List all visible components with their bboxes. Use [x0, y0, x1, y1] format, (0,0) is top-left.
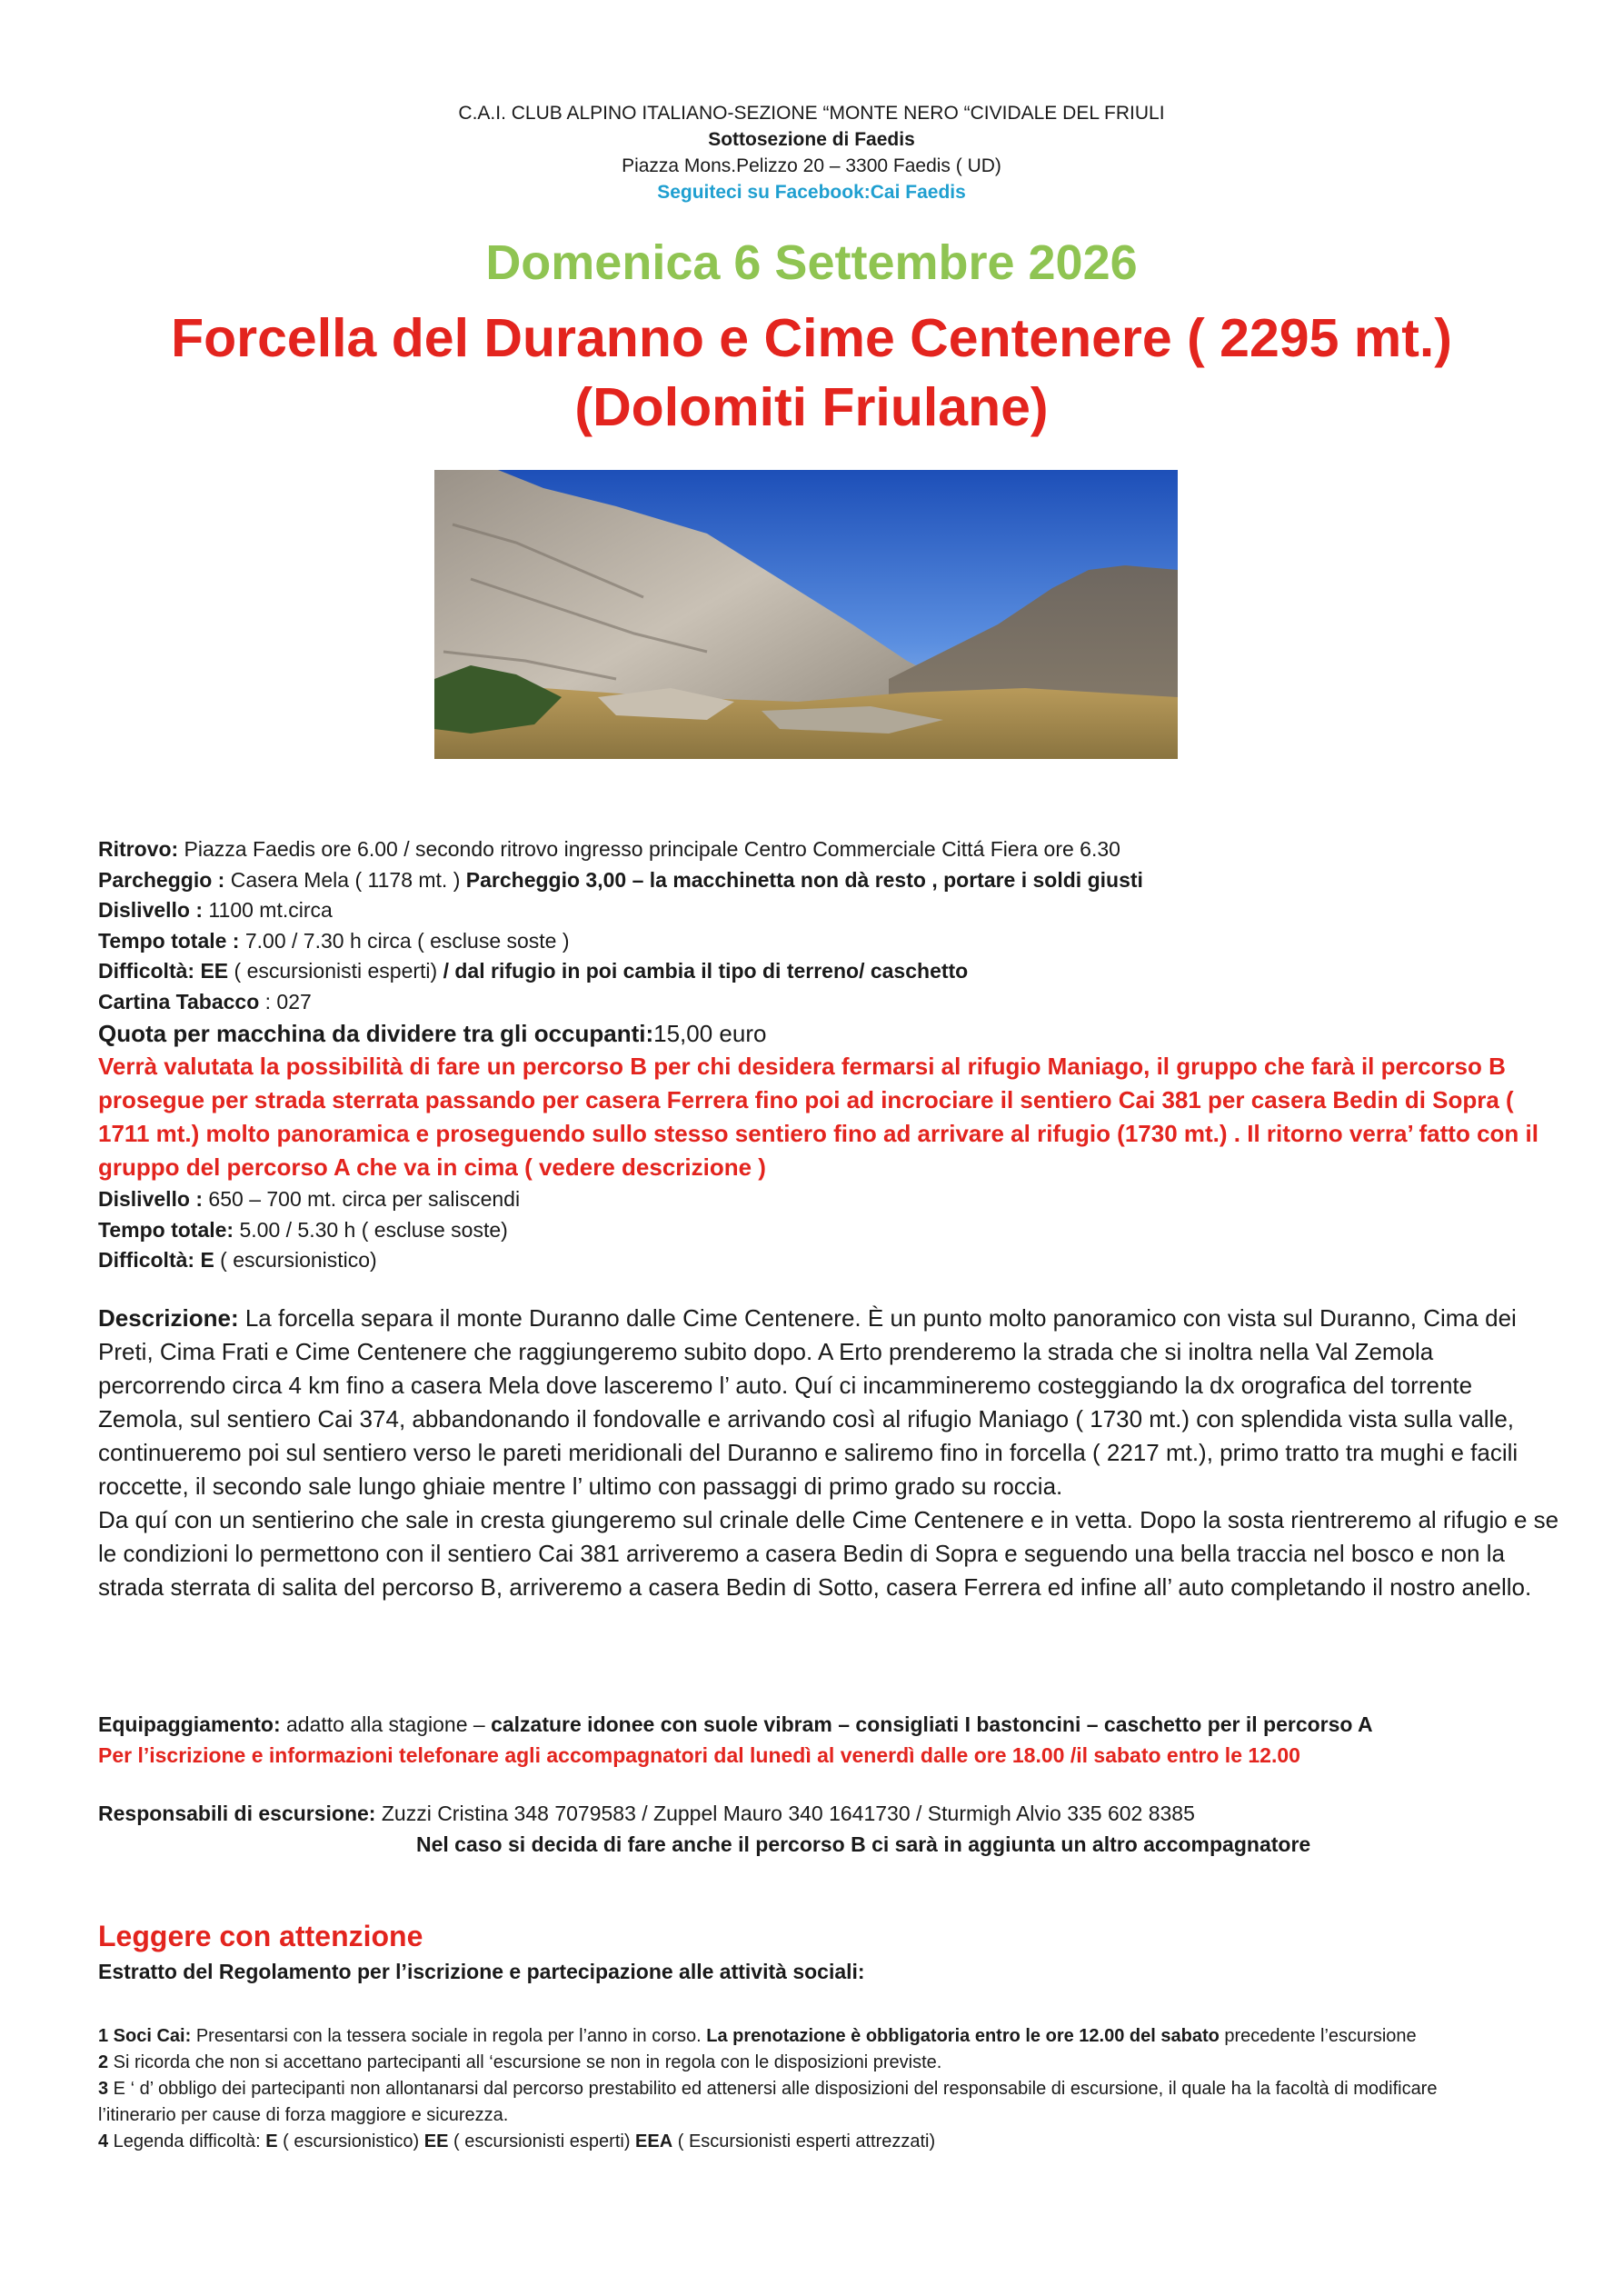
- tempo-row: [98, 926, 1552, 957]
- facebook-link[interactable]: Seguiteci su Facebook:Cai Faedis: [657, 182, 966, 203]
- cartina-value: : 027: [259, 989, 312, 1013]
- rule-4-eea-text: ( Escursionisti esperti attrezzati): [672, 2131, 936, 2151]
- b-difficolta-label: Difficoltà: E: [98, 1248, 214, 1272]
- rule-4-number: 4: [98, 2131, 109, 2151]
- cartina-row: [98, 987, 1552, 1018]
- equipment-value: adatto alla stagione –: [280, 1712, 492, 1736]
- title-line-2: (Dolomiti Friulane): [574, 377, 1049, 437]
- difficolta-row: [98, 956, 1552, 987]
- quota-value: 15,00 euro: [653, 1020, 767, 1047]
- rule-4-ee-text: ( escursionisti esperti): [448, 2131, 636, 2151]
- percorso-b-note: Verrà valutata la possibilità di fare un percorso B per chi desidera fermarsi al rifugio Maniago, il gruppo che farà il percorso B prosegue per strada sterrata passando per casera Ferrera fino poi ad incrociare il sentiero Cai 381 per casera Bedin di Sopra ( 1711 mt.) molto panoramica e proseguendo sullo stesso sentiero fino ad arrivare al rifugio (1730 mt.) . Il ritorno verra’ fatto con il gruppo del percorso A che va in cima ( vedere descrizione ): [98, 1053, 1538, 1181]
- rule-4-ee: EE: [423, 2131, 449, 2151]
- description: [98, 1302, 1561, 1604]
- quota-row: [98, 1017, 1552, 1050]
- event-title: [0, 304, 1623, 442]
- b-dislivello-row: [98, 1184, 1552, 1215]
- description-paragraph-2: Da quí con un sentierino che sale in cresta giungeremo sul crinale delle Cime Centenere e in vetta. Dopo la sosta rientreremo al rifugio e se le condizioni lo permettono con il sentiero Cai 381 arriveremo a casera Bedin di Sopra e seguendo una bella traccia nel bosco e non la strada sterrata di salita del percorso B, arriveremo a casera Bedin di Sotto, casera Ferrera ed infine all’ auto completando il nostro anello.: [98, 1506, 1559, 1601]
- b-tempo-value: 5.00 / 5.30 h ( escluse soste): [234, 1217, 508, 1242]
- rule-2-text: Si ricorda che non si accettano partecipanti all ‘escursione se non in regola con le disposizioni previste.: [108, 2052, 942, 2072]
- b-dislivello-value: 650 – 700 mt. circa per saliscendi: [203, 1187, 521, 1211]
- responsible-row: [98, 1798, 1570, 1829]
- letterhead: [0, 100, 1623, 205]
- rule-3: [98, 2076, 1516, 2129]
- dislivello-label: Dislivello :: [98, 898, 204, 922]
- b-difficolta-row: [98, 1245, 1552, 1276]
- rules-list: [98, 2023, 1516, 2155]
- equipment-label: Equipaggiamento:: [98, 1712, 281, 1736]
- mountain-photo: [434, 470, 1178, 759]
- rule-2: [98, 2050, 1516, 2076]
- equipment-row: [98, 1709, 1570, 1740]
- rule-2-number: 2: [98, 2052, 109, 2072]
- rule-1-label: Soci Cai:: [108, 2026, 192, 2046]
- rule-1: [98, 2023, 1516, 2050]
- rules-subheading: Estratto del Regolamento per l’iscrizione e partecipazione alle attività sociali:: [98, 1960, 865, 1983]
- ritrovo-row: [98, 834, 1552, 865]
- rule-1-end: precedente l’escursione: [1219, 2026, 1417, 2046]
- equipment-section: [98, 1709, 1570, 1771]
- responsible-note: Nel caso si decida di fare anche il percorso B ci sarà in aggiunta un altro accompagnatore: [416, 1832, 1311, 1856]
- responsible-value: Zuzzi Cristina 348 7079583 / Zuppel Mauro 340 1641730 / Sturmigh Alvio 335 602 8385: [375, 1802, 1195, 1825]
- rule-3-text: E ‘ d’ obbligo dei partecipanti non allontanarsi dal percorso prestabilito ed attenersi alle disposizioni del responsabile di escursione, il quale ha la facoltà di modificare l’itinerario per cause di forza maggiore e sicurezza.: [98, 2079, 1438, 2125]
- description-text-1: La forcella separa il monte Duranno dalle Cime Centenere. È un punto molto panoramico con vista sul Duranno, Cima dei Preti, Cima Frati e Cime Centenere che raggiungeremo subito dopo. A Erto prenderemo la strada che si inoltra nella Val Zemola percorrendo circa 4 km fino a casera Mela dove lasceremo l’ auto. Quí ci incammineremo costeggiando la dx orografica del torrente Zemola, sul sentiero Cai 374, abbandonando il fondovalle e arrivando così al rifugio Maniago ( 1730 mt.) con splendida vista sulla valle, continueremo poi sul sentiero verso le pareti meridionali del Duranno e saliremo fino in forcella ( 2217 mt.), primo tratto tra mughi e facili roccette, il secondo sale lungo ghiaie mentre l’ ultimo con passaggi di primo grado su roccia.: [98, 1304, 1518, 1500]
- tempo-value: 7.00 / 7.30 h circa ( escluse soste ): [239, 928, 570, 953]
- rule-4-e: E: [265, 2131, 278, 2151]
- rule-1-text: Presentarsi con la tessera sociale in regola per l’anno in corso.: [191, 2026, 707, 2046]
- rule-1-bold: La prenotazione è obbligatoria entro le ore 12.00 del sabato: [706, 2026, 1220, 2046]
- responsible-section: [98, 1798, 1570, 1860]
- rule-4: [98, 2129, 1516, 2155]
- equipment-note: calzature idonee con suole vibram – consigliati I bastoncini – caschetto per il percorso A: [491, 1712, 1373, 1736]
- difficolta-note: / dal rifugio in poi cambia il tipo di terreno/ caschetto: [443, 959, 969, 983]
- description-paragraph-1: [98, 1302, 1561, 1503]
- org-name: C.A.I. CLUB ALPINO ITALIANO-SEZIONE “MONTE NERO “CIVIDALE DEL FRIULI: [458, 103, 1165, 124]
- parcheggio-value: Casera Mela ( 1178 mt. ): [224, 867, 466, 892]
- rules-heading: Leggere con attenzione: [98, 1920, 423, 1952]
- description-label: Descrizione:: [98, 1304, 239, 1332]
- rule-4-text: Legenda difficoltà:: [108, 2131, 266, 2151]
- parcheggio-label: Parcheggio :: [98, 867, 225, 892]
- ritrovo-label: Ritrovo:: [98, 837, 179, 861]
- parcheggio-row: [98, 865, 1552, 896]
- subsection-name: Sottosezione di Faedis: [708, 129, 915, 150]
- b-tempo-row: [98, 1215, 1552, 1246]
- b-difficolta-value: ( escursionistico): [214, 1248, 377, 1272]
- rule-3-number: 3: [98, 2079, 109, 2099]
- b-tempo-label: Tempo totale:: [98, 1217, 234, 1242]
- title-line-1: Forcella del Duranno e Cime Centenere ( 2295 mt.): [171, 308, 1452, 368]
- rule-4-e-text: ( escursionistico): [277, 2131, 424, 2151]
- trip-info: [98, 834, 1552, 1276]
- ritrovo-value: Piazza Faedis ore 6.00 / secondo ritrovo ingresso principale Centro Commerciale Cittá Fiera ore 6.30: [178, 837, 1120, 861]
- dislivello-row: [98, 895, 1552, 926]
- event-date: Domenica 6 Settembre 2026: [485, 235, 1138, 290]
- difficolta-value: ( escursionisti esperti): [228, 959, 443, 983]
- tempo-label: Tempo totale :: [98, 928, 240, 953]
- iscrizione-note: Per l’iscrizione e informazioni telefonare agli accompagnatori dal lunedì al venerdì dalle ore 18.00 /il sabato entro le 12.00: [98, 1743, 1300, 1767]
- cartina-label: Cartina Tabacco: [98, 989, 260, 1013]
- address: Piazza Mons.Pelizzo 20 – 3300 Faedis ( UD): [622, 155, 1001, 176]
- b-dislivello-label: Dislivello :: [98, 1187, 204, 1211]
- rule-4-eea: EEA: [635, 2131, 673, 2151]
- quota-label: Quota per macchina da dividere tra gli occupanti:: [98, 1020, 654, 1047]
- dislivello-value: 1100 mt.circa: [203, 898, 333, 922]
- rule-1-number: 1: [98, 2026, 109, 2046]
- parcheggio-note: Parcheggio 3,00 – la macchinetta non dà resto , portare i soldi giusti: [465, 867, 1143, 892]
- responsible-label: Responsabili di escursione:: [98, 1802, 376, 1825]
- difficolta-label: Difficoltà: EE: [98, 959, 229, 983]
